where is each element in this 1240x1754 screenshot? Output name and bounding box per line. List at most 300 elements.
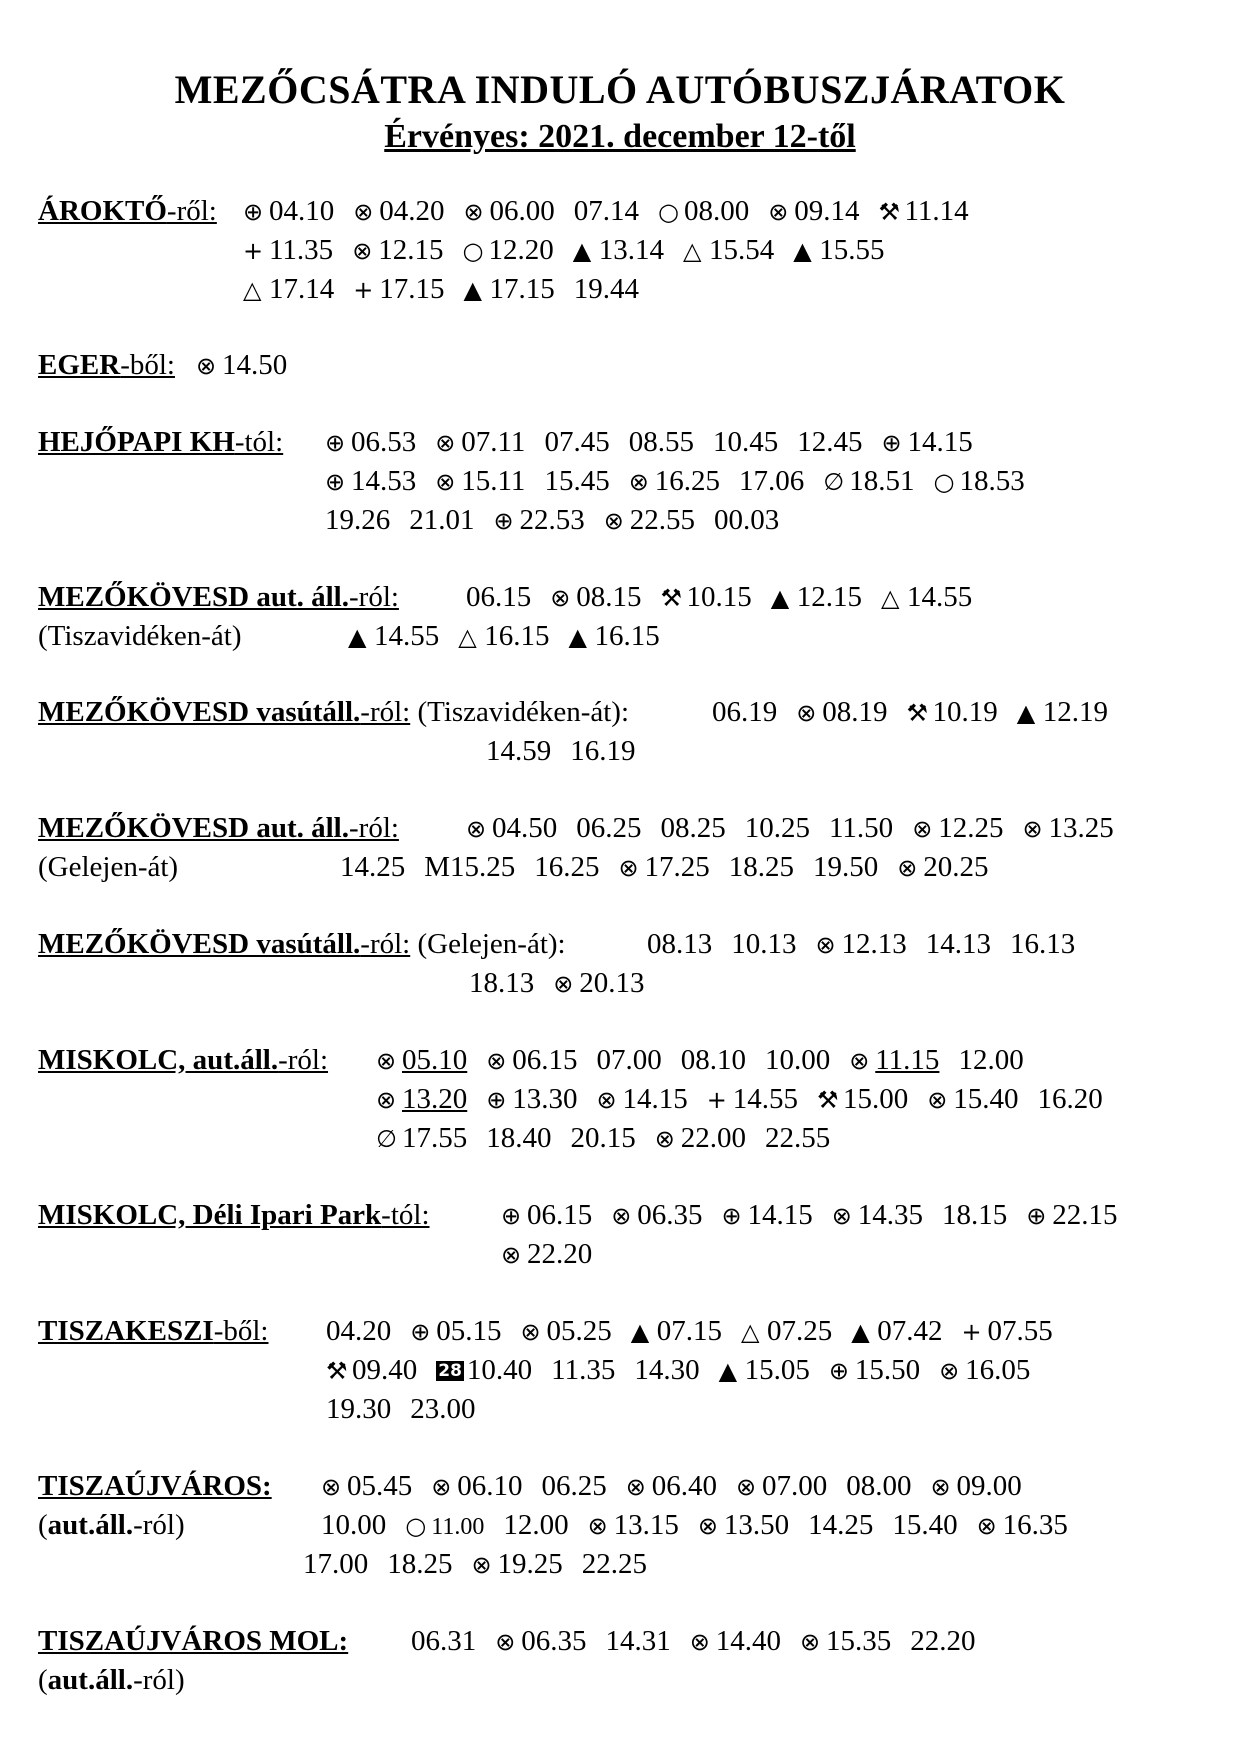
departure-time <box>472 1545 563 1585</box>
time-value: 22.55 <box>629 504 695 536</box>
departure-time <box>321 1467 412 1507</box>
service-symbol-icon: ⊕ <box>410 1318 431 1346</box>
time-value: 15.35 <box>826 1625 892 1657</box>
departure-times <box>325 501 798 541</box>
departure-time <box>661 809 726 848</box>
service-symbol-icon: ∅ <box>823 468 845 496</box>
time-value: 15.00 <box>843 1083 909 1115</box>
departure-time <box>933 462 1024 502</box>
departure-time <box>629 462 720 502</box>
service-symbol-icon: ⊗ <box>587 1512 608 1540</box>
validity-subtitle: Érvényes: 2021. december 12-től <box>384 118 856 155</box>
service-symbol-icon: ⊗ <box>831 1202 852 1230</box>
time-value: 08.10 <box>680 1044 746 1076</box>
station-heading <box>38 1041 328 1080</box>
time-value: 12.15 <box>796 581 862 613</box>
departure-time <box>435 462 525 502</box>
station-suffix: -tól: <box>381 1199 430 1231</box>
departure-time <box>353 270 444 310</box>
departure-time <box>544 462 609 501</box>
service-symbol-icon: ⊗ <box>849 1047 870 1075</box>
station-heading <box>38 809 399 848</box>
service-symbol-icon: ⊗ <box>376 1086 397 1114</box>
station-name: TISZAÚJVÁROS MOL: <box>38 1625 349 1657</box>
departure-time <box>486 732 551 771</box>
service-symbol-icon: + <box>961 1318 982 1346</box>
departure-time <box>243 192 334 232</box>
departure-time <box>458 617 549 657</box>
departure-time <box>326 1390 391 1429</box>
time-value: 12.00 <box>503 1509 569 1541</box>
service-symbol-icon: ○ <box>462 237 484 265</box>
service-symbol-icon: ⊗ <box>435 468 456 496</box>
departure-time <box>927 1080 1018 1120</box>
time-value: 04.50 <box>492 812 558 844</box>
time-value: 22.20 <box>910 1625 976 1657</box>
time-value: 08.00 <box>846 1470 912 1502</box>
departure-time <box>588 1506 679 1546</box>
service-symbol-icon: △ <box>682 237 702 265</box>
time-value: 12.19 <box>1042 696 1108 728</box>
service-symbol-icon: ⊗ <box>495 1628 516 1656</box>
station-suffix: -ról: <box>360 928 411 960</box>
departure-time <box>879 192 969 232</box>
departure-time <box>376 1080 467 1120</box>
time-value: 17.00 <box>303 1548 369 1580</box>
departure-time <box>910 1622 975 1661</box>
station-name: MISKOLC, Déli Ipari Park <box>38 1199 382 1231</box>
service-symbol-icon: ⊗ <box>352 237 373 265</box>
time-value: 05.15 <box>436 1315 502 1347</box>
departure-time <box>796 693 887 733</box>
time-value: 15.50 <box>854 1354 921 1386</box>
station-heading-underlined <box>38 1625 348 1657</box>
departure-time <box>655 1119 746 1159</box>
station-name: TISZAÚJVÁROS: <box>38 1470 272 1502</box>
time-value: 19.44 <box>573 273 639 305</box>
time-value: 14.15 <box>622 1083 688 1115</box>
departure-time <box>713 423 778 462</box>
time-value: 11.50 <box>829 812 894 844</box>
station-name: MEZŐKÖVESD vasútáll. <box>38 928 361 960</box>
departure-time <box>405 1506 484 1547</box>
service-symbol-icon: ▲ <box>793 237 812 265</box>
time-value: 22.25 <box>581 1548 647 1580</box>
service-symbol-icon: + <box>706 1086 727 1114</box>
time-value: 05.10 <box>402 1044 468 1076</box>
time-value: 17.06 <box>738 465 805 497</box>
station-name: TISZAKESZI <box>38 1315 214 1347</box>
departure-time <box>1022 809 1113 849</box>
departure-times <box>321 1467 1041 1507</box>
time-value: 18.25 <box>728 851 795 883</box>
departure-time <box>707 1080 798 1120</box>
station-suffix: -ról: <box>349 812 399 844</box>
station-suffix: -ról: <box>278 1044 329 1076</box>
route-via: (Tiszavidéken-át): <box>410 696 630 728</box>
departure-time <box>553 964 644 1004</box>
departure-time <box>606 1622 671 1661</box>
station-heading-underlined <box>38 1315 268 1347</box>
departure-time <box>931 1467 1022 1507</box>
time-value: 09.14 <box>794 195 860 227</box>
time-value: 22.53 <box>519 504 585 536</box>
departure-time <box>962 1312 1053 1352</box>
departure-time <box>817 1080 908 1120</box>
departure-time <box>926 925 991 964</box>
departure-times <box>466 578 991 618</box>
service-symbol-icon: ⊗ <box>501 1241 522 1269</box>
departure-time <box>410 1312 501 1352</box>
service-symbol-icon: ⊗ <box>596 1086 617 1114</box>
time-value: 18.25 <box>387 1548 453 1580</box>
departure-times <box>340 848 1008 888</box>
service-symbol-icon: ⚒ <box>906 699 929 727</box>
station-subtitle: (aut.áll.-ról) <box>38 1509 185 1541</box>
time-value: 12.15 <box>378 234 444 266</box>
departure-time <box>574 270 639 309</box>
departure-time <box>469 964 534 1003</box>
departure-times <box>376 1119 849 1159</box>
departure-time <box>243 231 333 271</box>
time-value: 07.55 <box>987 1315 1053 1347</box>
service-symbol-icon: ⊗ <box>471 1551 492 1579</box>
departure-time <box>494 501 585 541</box>
departure-times <box>303 1545 666 1585</box>
departure-times <box>376 1080 1122 1120</box>
time-value: 14.25 <box>808 1509 874 1541</box>
service-symbol-icon: △ <box>741 1318 760 1346</box>
service-symbol-icon: ⊗ <box>618 854 639 882</box>
service-symbol-icon: ⚒ <box>817 1086 839 1114</box>
route-via: (Tiszavidéken-át) <box>38 620 242 652</box>
station-heading-underlined <box>38 195 217 227</box>
departure-time <box>486 1080 577 1120</box>
departure-time <box>1026 1196 1117 1236</box>
time-value: 11.15 <box>875 1044 940 1076</box>
departure-times <box>325 423 992 463</box>
departure-time <box>765 1119 830 1158</box>
time-value: 17.15 <box>379 273 445 305</box>
time-value: 11.14 <box>904 195 969 227</box>
service-symbol-icon: ⊗ <box>376 1047 397 1075</box>
service-symbol-icon: ⊗ <box>912 815 933 843</box>
departure-time <box>629 423 694 462</box>
station-subtitle: (aut.áll.-ról) <box>38 1664 185 1696</box>
time-value: 19.50 <box>813 851 879 883</box>
departure-time <box>736 1467 827 1507</box>
service-symbol-icon: ▲ <box>572 237 592 265</box>
service-symbol-icon: ⊗ <box>800 1628 821 1656</box>
service-symbol-icon: ▲ <box>630 1318 650 1346</box>
departure-time <box>573 231 664 271</box>
station-heading <box>38 925 566 964</box>
time-value: 11.35 <box>551 1354 616 1386</box>
time-value: 08.00 <box>684 195 750 227</box>
departure-time <box>387 1545 452 1584</box>
departure-time <box>816 925 907 965</box>
departure-time <box>939 1351 1030 1391</box>
service-symbol-icon: ⊕ <box>493 507 514 535</box>
time-value: 08.15 <box>576 581 642 613</box>
station-heading-underlined <box>38 1470 272 1502</box>
time-value: 04.10 <box>269 195 335 227</box>
departure-time <box>849 1041 939 1081</box>
departure-time <box>832 1196 923 1236</box>
station-heading <box>38 423 283 462</box>
departure-time <box>576 809 641 848</box>
service-symbol-icon: ⚒ <box>878 198 901 226</box>
route-via: (Gelejen-át) <box>38 851 179 883</box>
departure-time <box>626 1467 717 1507</box>
time-value: 07.00 <box>596 1044 662 1076</box>
time-value: 16.25 <box>534 851 600 883</box>
departure-time <box>466 809 557 849</box>
departure-times <box>712 693 1127 733</box>
departure-time <box>431 1467 522 1507</box>
station-heading <box>38 1196 430 1235</box>
time-value: 14.55 <box>907 581 973 613</box>
departure-time <box>411 1622 476 1661</box>
departure-time <box>424 848 515 887</box>
station-heading <box>38 1622 348 1661</box>
departure-time <box>462 231 553 271</box>
service-symbol-icon: ▲ <box>463 276 482 304</box>
service-symbol-icon: △ <box>458 623 477 651</box>
time-value: 14.15 <box>907 426 973 458</box>
departure-time <box>352 231 443 271</box>
time-value: 14.53 <box>351 465 417 497</box>
departure-time <box>466 578 531 617</box>
time-value: 15.40 <box>892 1509 958 1541</box>
service-symbol-icon: ⊗ <box>628 468 649 496</box>
departure-time <box>797 423 862 462</box>
departure-time <box>658 192 749 232</box>
station-name: MEZŐKÖVESD aut. áll. <box>38 812 349 844</box>
departure-times <box>321 1506 1087 1547</box>
time-value: 10.25 <box>744 812 810 844</box>
departure-times <box>348 617 679 657</box>
service-symbol-icon: ⊕ <box>486 1086 507 1114</box>
departure-time <box>340 848 405 887</box>
time-value: 16.05 <box>965 1354 1031 1386</box>
departure-time <box>348 617 439 657</box>
departure-time <box>907 693 998 733</box>
time-value: 06.25 <box>576 812 642 844</box>
service-symbol-icon: ⊗ <box>697 1512 718 1540</box>
station-heading-underlined <box>38 349 175 381</box>
time-value: 06.35 <box>637 1199 703 1231</box>
departure-time <box>551 1351 615 1390</box>
departure-time <box>881 423 972 463</box>
station-heading-underlined <box>38 696 410 728</box>
departure-times <box>326 1351 1049 1391</box>
service-symbol-icon: ⊗ <box>689 1628 710 1656</box>
departure-time <box>681 1041 746 1080</box>
service-symbol-icon: ▲ <box>348 623 367 651</box>
departure-time <box>731 925 796 964</box>
time-value: 12.25 <box>938 812 1004 844</box>
time-value: 16.15 <box>594 620 660 652</box>
station-subtitle-bold: aut.áll. <box>47 1509 134 1541</box>
departure-time <box>436 1351 532 1390</box>
departure-time <box>321 1506 386 1545</box>
time-value: 13.25 <box>1048 812 1114 844</box>
time-value: 08.55 <box>628 426 694 458</box>
service-symbol-icon: ⊗ <box>976 1512 997 1540</box>
station-heading <box>38 693 629 732</box>
departure-time <box>521 1312 612 1352</box>
service-symbol-icon: ▲ <box>851 1318 870 1346</box>
time-value: 22.15 <box>1052 1199 1118 1231</box>
time-value: 07.15 <box>656 1315 722 1347</box>
service-symbol-icon: ⊗ <box>939 1357 960 1385</box>
service-symbol-icon: ▲ <box>1016 699 1036 727</box>
departure-time <box>634 1351 699 1390</box>
service-symbol-icon: ▲ <box>718 1357 738 1385</box>
departure-time <box>808 1506 873 1545</box>
departure-times <box>326 1390 495 1429</box>
departure-time <box>464 270 555 310</box>
time-value: 11.00 <box>431 1514 485 1540</box>
departure-time <box>571 1119 636 1158</box>
departure-time <box>501 1235 592 1275</box>
departure-time <box>771 578 862 618</box>
departure-time <box>597 1041 662 1080</box>
station-heading-underlined <box>38 1199 430 1231</box>
departure-time <box>1017 693 1108 733</box>
departure-time <box>243 270 334 310</box>
time-value: 10.00 <box>765 1044 831 1076</box>
time-value: 07.42 <box>877 1315 943 1347</box>
time-value: 07.11 <box>461 426 526 458</box>
departure-time <box>647 925 712 964</box>
time-value: 10.13 <box>731 928 797 960</box>
departure-time <box>503 1506 568 1545</box>
time-value: 21.01 <box>409 504 475 536</box>
departure-time <box>550 578 641 618</box>
departure-time <box>881 578 972 618</box>
time-value: 06.10 <box>457 1470 523 1502</box>
departure-time <box>712 693 777 732</box>
time-value: 17.55 <box>402 1122 468 1154</box>
departure-time <box>353 192 444 232</box>
departure-time <box>813 848 878 887</box>
departure-time <box>765 1041 830 1080</box>
time-value: 18.13 <box>469 967 535 999</box>
departure-time <box>690 1622 781 1662</box>
departure-time <box>570 732 635 771</box>
departure-time <box>409 501 474 540</box>
service-symbol-icon: ⊗ <box>353 198 374 226</box>
departure-time <box>958 1041 1023 1080</box>
station-suffix: -ből: <box>213 1315 269 1347</box>
departure-times <box>243 231 903 271</box>
service-symbol-icon: ⊗ <box>897 854 918 882</box>
time-value: 07.14 <box>573 195 639 227</box>
time-value: 22.55 <box>765 1122 831 1154</box>
time-value: 17.14 <box>269 273 335 305</box>
service-symbol-icon: ⊕ <box>881 429 902 457</box>
departure-time <box>326 1351 417 1391</box>
station-heading <box>38 1312 268 1351</box>
service-symbol-icon: ⊗ <box>321 1473 342 1501</box>
departure-time <box>619 848 710 888</box>
service-symbol-icon: ⊗ <box>431 1473 452 1501</box>
station-suffix: -ról: <box>349 581 399 613</box>
departure-time <box>722 1196 813 1236</box>
departure-times <box>647 925 1094 965</box>
departure-time <box>793 231 884 271</box>
time-value: 06.35 <box>521 1625 587 1657</box>
departure-time <box>714 501 779 540</box>
time-value: 13.50 <box>723 1509 790 1541</box>
time-value: 13.14 <box>598 234 664 266</box>
time-value: 15.05 <box>744 1354 810 1386</box>
service-symbol-icon: ⊗ <box>927 1086 948 1114</box>
departure-time <box>325 423 416 463</box>
time-value: 13.30 <box>512 1083 578 1115</box>
departure-times <box>411 1622 995 1662</box>
departure-time <box>196 346 287 386</box>
time-value: 17.15 <box>489 273 555 305</box>
departure-time <box>611 1196 702 1236</box>
time-value: 14.55 <box>374 620 440 652</box>
time-value: 06.15 <box>512 1044 578 1076</box>
departure-time <box>846 1467 911 1506</box>
station-suffix: -tól: <box>234 426 284 458</box>
departure-times <box>243 192 988 232</box>
departure-time <box>464 192 555 232</box>
time-value: M15.25 <box>424 851 516 883</box>
service-symbol-icon: ∅ <box>376 1125 397 1153</box>
service-symbol-icon: + <box>353 276 374 304</box>
departure-time <box>326 1312 391 1351</box>
service-symbol-icon: ⊗ <box>553 970 574 998</box>
time-value: 15.45 <box>544 465 610 497</box>
time-value: 06.40 <box>651 1470 717 1502</box>
route-via: (Gelejen-át): <box>410 928 566 960</box>
page-title: MEZŐCSÁTRA INDULÓ AUTÓBUSZJÁRATOK <box>174 67 1066 112</box>
service-symbol-icon: ⊗ <box>1022 815 1043 843</box>
time-value: 10.45 <box>712 426 779 458</box>
departure-times <box>376 1041 1043 1081</box>
departure-time <box>597 1080 688 1120</box>
departure-times <box>501 1235 611 1275</box>
departure-time <box>486 1041 577 1081</box>
departure-times <box>469 964 664 1004</box>
time-value: 08.13 <box>647 928 713 960</box>
service-symbol-icon: ⊗ <box>611 1202 632 1230</box>
day-28-icon: 28 <box>438 1361 462 1381</box>
departure-time <box>1010 925 1075 964</box>
service-symbol-icon: ⊗ <box>550 584 571 612</box>
service-symbol-icon: ⊕ <box>1026 1202 1047 1230</box>
station-heading-underlined <box>38 581 399 613</box>
time-value: 04.20 <box>379 195 445 227</box>
time-value: 05.45 <box>347 1470 413 1502</box>
time-value: 10.19 <box>932 696 998 728</box>
time-value: 09.00 <box>956 1470 1022 1502</box>
time-value: 14.50 <box>222 349 288 381</box>
departure-time <box>501 1196 592 1236</box>
time-value: 16.19 <box>570 735 636 767</box>
time-value: 11.35 <box>269 234 334 266</box>
time-value: 22.00 <box>680 1122 746 1154</box>
station-heading-underlined <box>38 812 399 844</box>
time-value: 16.15 <box>484 620 550 652</box>
service-symbol-icon: ⊗ <box>520 1318 541 1346</box>
